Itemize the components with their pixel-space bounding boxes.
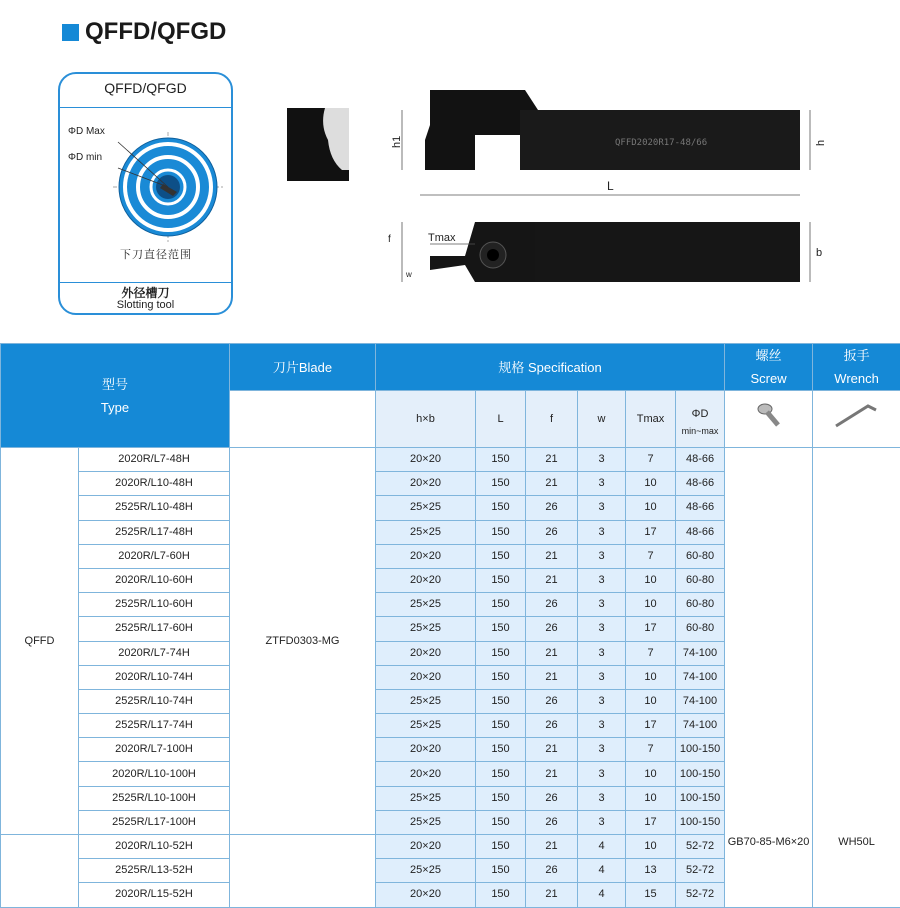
blade-cell: ZTFD0303-MG bbox=[230, 448, 376, 835]
L-cell: 150 bbox=[476, 496, 526, 520]
engraving-text: QFFD2020R17-48/66 bbox=[615, 138, 707, 148]
model-cell: 2525R/L13-52H bbox=[79, 859, 230, 883]
hxb-cell: 20×20 bbox=[376, 641, 476, 665]
side-view-drawing bbox=[391, 90, 827, 195]
w-cell: 3 bbox=[578, 472, 626, 496]
blade-cell-empty bbox=[230, 835, 376, 908]
tmax-cell: 10 bbox=[626, 762, 676, 786]
L-cell: 150 bbox=[476, 520, 526, 544]
phid-cell: 60-80 bbox=[676, 544, 725, 568]
model-cell: 2020R/L10-52H bbox=[79, 835, 230, 859]
tmax-cell: 13 bbox=[626, 859, 676, 883]
w-cell: 3 bbox=[578, 738, 626, 762]
dim-f: f bbox=[388, 234, 391, 245]
diameter-rings-diagram bbox=[113, 132, 223, 242]
screw-cell bbox=[725, 448, 813, 908]
dmax-label: ΦD Max bbox=[68, 126, 105, 137]
f-cell: 21 bbox=[526, 883, 578, 907]
hxb-cell: 20×20 bbox=[376, 568, 476, 592]
model-cell: 2020R/L10-100H bbox=[79, 762, 230, 786]
wrench-header: 扳手 Wrench bbox=[813, 344, 900, 391]
model-cell: 2020R/L7-100H bbox=[79, 738, 230, 762]
L-cell: 150 bbox=[476, 665, 526, 689]
L-cell: 150 bbox=[476, 544, 526, 568]
L-cell: 150 bbox=[476, 593, 526, 617]
phid-cell: 74-100 bbox=[676, 641, 725, 665]
model-cell: 2525R/L10-48H bbox=[79, 496, 230, 520]
blade-subheader bbox=[230, 391, 376, 448]
phid-cell: 60-80 bbox=[676, 593, 725, 617]
tmax-cell: 17 bbox=[626, 810, 676, 834]
top-view-drawing bbox=[388, 222, 822, 282]
group-cell-empty bbox=[1, 835, 79, 908]
dim-L: L bbox=[607, 179, 614, 193]
f-cell: 21 bbox=[526, 641, 578, 665]
model-cell: 2020R/L7-74H bbox=[79, 641, 230, 665]
L-cell: 150 bbox=[476, 448, 526, 472]
dim-h1: h1 bbox=[391, 136, 403, 148]
w-cell: 3 bbox=[578, 762, 626, 786]
end-view-drawing bbox=[287, 108, 349, 181]
diameter-range-card bbox=[58, 72, 233, 315]
f-cell: 21 bbox=[526, 835, 578, 859]
tmax-cell: 17 bbox=[626, 520, 676, 544]
tool-name-en: Slotting tool bbox=[60, 299, 231, 311]
L-cell: 150 bbox=[476, 762, 526, 786]
phid-cell: 74-100 bbox=[676, 689, 725, 713]
phid-cell: 60-80 bbox=[676, 568, 725, 592]
hxb-cell: 20×20 bbox=[376, 448, 476, 472]
w-cell: 3 bbox=[578, 617, 626, 641]
f-cell: 21 bbox=[526, 544, 578, 568]
L-cell: 150 bbox=[476, 883, 526, 907]
phid-cell: 48-66 bbox=[676, 448, 725, 472]
w-cell: 3 bbox=[578, 786, 626, 810]
L-cell: 150 bbox=[476, 835, 526, 859]
hxb-cell: 20×20 bbox=[376, 472, 476, 496]
model-cell: 2020R/L15-52H bbox=[79, 883, 230, 907]
w-cell: 3 bbox=[578, 448, 626, 472]
col-L: L bbox=[476, 391, 526, 448]
w-cell: 3 bbox=[578, 544, 626, 568]
title-square-icon bbox=[62, 24, 79, 41]
tmax-cell: 17 bbox=[626, 617, 676, 641]
col-f: f bbox=[526, 391, 578, 448]
phid-cell: 52-72 bbox=[676, 835, 725, 859]
spec-header: 规格 Specification bbox=[376, 344, 725, 391]
tmax-cell: 10 bbox=[626, 496, 676, 520]
spec-table bbox=[0, 343, 900, 908]
model-cell: 2020R/L10-48H bbox=[79, 472, 230, 496]
f-cell: 21 bbox=[526, 738, 578, 762]
w-cell: 4 bbox=[578, 835, 626, 859]
screw-icon bbox=[754, 400, 784, 430]
phid-cell: 48-66 bbox=[676, 520, 725, 544]
page-title-text: QFFD/QFGD bbox=[85, 18, 226, 46]
tmax-cell: 10 bbox=[626, 835, 676, 859]
model-cell: 2020R/L7-48H bbox=[79, 448, 230, 472]
wrench-icon-cell bbox=[813, 391, 900, 448]
w-cell: 3 bbox=[578, 665, 626, 689]
f-cell: 26 bbox=[526, 520, 578, 544]
tmax-cell: 17 bbox=[626, 714, 676, 738]
model-cell: 2525R/L17-74H bbox=[79, 714, 230, 738]
f-cell: 21 bbox=[526, 472, 578, 496]
hex-key-icon bbox=[832, 400, 882, 430]
f-cell: 26 bbox=[526, 714, 578, 738]
f-cell: 21 bbox=[526, 568, 578, 592]
L-cell: 150 bbox=[476, 617, 526, 641]
L-cell: 150 bbox=[476, 689, 526, 713]
model-cell: 2525R/L10-100H bbox=[79, 786, 230, 810]
tool-name-zh: 外径槽刀 bbox=[60, 284, 231, 301]
w-cell: 3 bbox=[578, 568, 626, 592]
dim-w: w bbox=[405, 270, 412, 279]
phid-cell: 74-100 bbox=[676, 665, 725, 689]
tmax-cell: 7 bbox=[626, 738, 676, 762]
w-cell: 3 bbox=[578, 810, 626, 834]
hxb-cell: 25×25 bbox=[376, 810, 476, 834]
f-cell: 26 bbox=[526, 496, 578, 520]
tmax-cell: 10 bbox=[626, 689, 676, 713]
f-cell: 26 bbox=[526, 689, 578, 713]
f-cell: 26 bbox=[526, 593, 578, 617]
page-title bbox=[62, 18, 226, 46]
model-cell: 2020R/L10-60H bbox=[79, 568, 230, 592]
model-cell: 2525R/L17-100H bbox=[79, 810, 230, 834]
phid-cell: 100-150 bbox=[676, 786, 725, 810]
model-cell: 2525R/L17-60H bbox=[79, 617, 230, 641]
f-cell: 26 bbox=[526, 859, 578, 883]
f-cell: 26 bbox=[526, 617, 578, 641]
L-cell: 150 bbox=[476, 472, 526, 496]
tool-dimension-drawings bbox=[280, 80, 840, 295]
hxb-cell: 25×25 bbox=[376, 786, 476, 810]
L-cell: 150 bbox=[476, 714, 526, 738]
w-cell: 3 bbox=[578, 689, 626, 713]
model-cell: 2020R/L7-60H bbox=[79, 544, 230, 568]
tmax-cell: 10 bbox=[626, 593, 676, 617]
screw-header: 螺丝 Screw bbox=[725, 344, 813, 391]
phid-cell: 100-150 bbox=[676, 738, 725, 762]
hxb-cell: 20×20 bbox=[376, 738, 476, 762]
card-divider bbox=[60, 107, 231, 108]
phid-cell: 100-150 bbox=[676, 762, 725, 786]
col-hxb: h×b bbox=[376, 391, 476, 448]
hxb-cell: 20×20 bbox=[376, 835, 476, 859]
L-cell: 150 bbox=[476, 810, 526, 834]
wrench-value: WH50L bbox=[838, 836, 875, 848]
tmax-cell: 10 bbox=[626, 472, 676, 496]
phid-cell: 52-72 bbox=[676, 859, 725, 883]
f-cell: 21 bbox=[526, 665, 578, 689]
dmin-label: ΦD min bbox=[68, 152, 102, 163]
hxb-cell: 20×20 bbox=[376, 544, 476, 568]
phid-cell: 74-100 bbox=[676, 714, 725, 738]
w-cell: 4 bbox=[578, 859, 626, 883]
phid-cell: 60-80 bbox=[676, 617, 725, 641]
model-cell: 2525R/L17-48H bbox=[79, 520, 230, 544]
screw-value: GB70-85-M6×20 bbox=[728, 836, 810, 848]
card-title: QFFD/QFGD bbox=[60, 80, 231, 96]
table-row bbox=[1, 448, 900, 472]
L-cell: 150 bbox=[476, 568, 526, 592]
screw-icon-cell bbox=[725, 391, 813, 448]
phid-cell: 48-66 bbox=[676, 472, 725, 496]
phid-cell: 100-150 bbox=[676, 810, 725, 834]
phid-cell: 48-66 bbox=[676, 496, 725, 520]
col-tmax: Tmax bbox=[626, 391, 676, 448]
hxb-cell: 25×25 bbox=[376, 520, 476, 544]
col-w: w bbox=[578, 391, 626, 448]
type-header: 型号 Type bbox=[1, 344, 230, 448]
w-cell: 3 bbox=[578, 496, 626, 520]
model-cell: 2525R/L10-74H bbox=[79, 689, 230, 713]
card-caption: 下刀直径范围 bbox=[120, 246, 192, 262]
w-cell: 3 bbox=[578, 714, 626, 738]
group-cell: QFFD bbox=[1, 448, 79, 835]
hxb-cell: 25×25 bbox=[376, 593, 476, 617]
L-cell: 150 bbox=[476, 859, 526, 883]
phid-cell: 52-72 bbox=[676, 883, 725, 907]
f-cell: 26 bbox=[526, 810, 578, 834]
f-cell: 21 bbox=[526, 762, 578, 786]
tmax-cell: 10 bbox=[626, 568, 676, 592]
hxb-cell: 20×20 bbox=[376, 762, 476, 786]
L-cell: 150 bbox=[476, 786, 526, 810]
hxb-cell: 25×25 bbox=[376, 617, 476, 641]
col-phid: ΦD min~max bbox=[676, 391, 725, 448]
w-cell: 4 bbox=[578, 883, 626, 907]
wrench-cell bbox=[813, 448, 900, 908]
hxb-cell: 25×25 bbox=[376, 689, 476, 713]
blade-header: 刀片Blade bbox=[230, 344, 376, 391]
model-cell: 2020R/L10-74H bbox=[79, 665, 230, 689]
card-divider bbox=[60, 282, 231, 283]
hxb-cell: 20×20 bbox=[376, 665, 476, 689]
hxb-cell: 25×25 bbox=[376, 496, 476, 520]
f-cell: 21 bbox=[526, 448, 578, 472]
w-cell: 3 bbox=[578, 641, 626, 665]
tmax-cell: 7 bbox=[626, 448, 676, 472]
f-cell: 26 bbox=[526, 786, 578, 810]
hxb-cell: 25×25 bbox=[376, 859, 476, 883]
tmax-cell: 10 bbox=[626, 786, 676, 810]
model-cell: 2525R/L10-60H bbox=[79, 593, 230, 617]
hxb-cell: 25×25 bbox=[376, 714, 476, 738]
w-cell: 3 bbox=[578, 520, 626, 544]
tmax-cell: 15 bbox=[626, 883, 676, 907]
tmax-cell: 7 bbox=[626, 544, 676, 568]
tmax-cell: 10 bbox=[626, 665, 676, 689]
dim-tmax: Tmax bbox=[428, 232, 456, 244]
L-cell: 150 bbox=[476, 641, 526, 665]
tmax-cell: 7 bbox=[626, 641, 676, 665]
w-cell: 3 bbox=[578, 593, 626, 617]
dim-b: b bbox=[816, 247, 822, 259]
hxb-cell: 20×20 bbox=[376, 883, 476, 907]
L-cell: 150 bbox=[476, 738, 526, 762]
dim-h: h bbox=[815, 140, 827, 146]
